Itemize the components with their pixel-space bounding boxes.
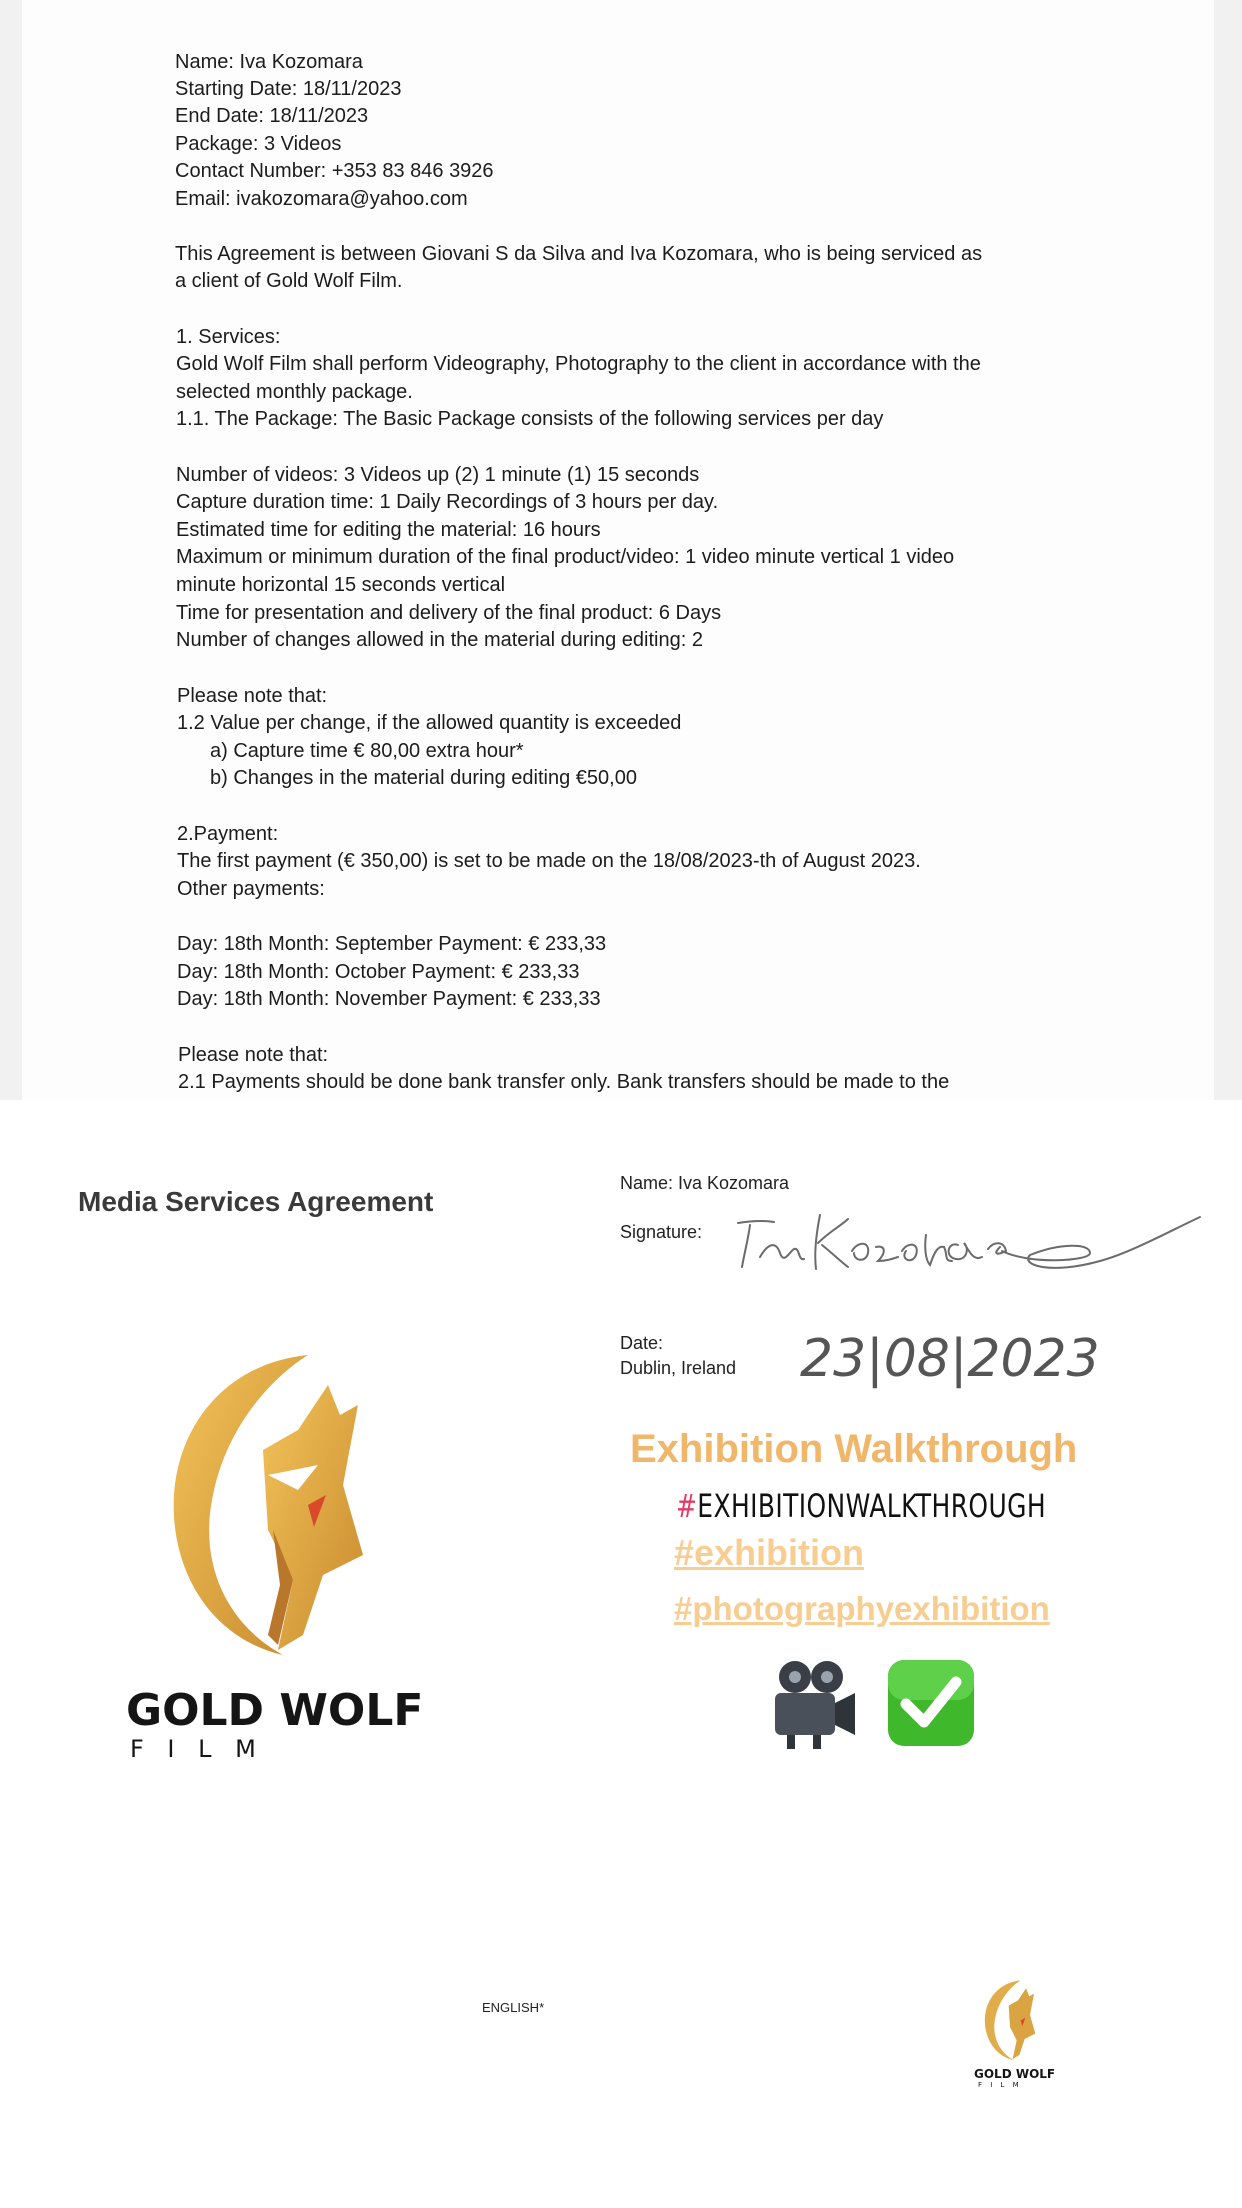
end-date: End Date: 18/11/2023 [175, 105, 369, 127]
hashtag-text: EXHIBITIONWALKTHROUGH [697, 1487, 1047, 1525]
payment-schedule-line: Day: 18th Month: October Payment: € 233,33 [177, 961, 580, 983]
logo-subtitle: F I L M [130, 1735, 264, 1763]
check-mark-button-icon [886, 1658, 976, 1748]
contact-number: Contact Number: +353 83 846 3926 [175, 160, 494, 182]
signature-label: Signature: [620, 1222, 703, 1242]
handwritten-date-text: 23|08|2023 [800, 1329, 1100, 1389]
services-heading: 1. Services: [176, 326, 281, 348]
detail-line: Estimated time for editing the material: 16 hours [176, 519, 601, 541]
wolf-crescent-small-icon [970, 1975, 1050, 2071]
date-label: Date: [620, 1333, 664, 1353]
document-sheet [22, 0, 1214, 1100]
detail-line: minute horizontal 15 seconds vertical [176, 574, 506, 596]
note-item: a) Capture time € 80,00 extra hour* [210, 740, 524, 762]
note-heading: Please note that: [178, 1044, 329, 1066]
date-location: Dublin, Ireland [620, 1358, 737, 1378]
logo-small-wordmark: GOLD WOLF [974, 2067, 1056, 2081]
detail-line: Maximum or minimum duration of the final product/video: 1 video minute vertical 1 video [176, 546, 955, 568]
note-line: 2.1 Payments should be done bank transfer only. Bank transfers should be made to the [178, 1071, 950, 1093]
starting-date: Starting Date: 18/11/2023 [175, 78, 402, 100]
intro-line: This Agreement is between Giovani S da Silva and Iva Kozomara, who is being serviced as [175, 243, 983, 265]
logo-small-subtitle: F I L M [978, 2081, 1022, 2089]
handwritten-date [800, 1320, 1100, 1400]
scanned-document [0, 0, 1242, 1100]
services-body: Gold Wolf Film shall perform Videography, Photography to the client in accordance with the [176, 353, 981, 375]
package-line: 1.1. The Package: The Basic Package consists of the following services per day [176, 408, 884, 430]
payment-schedule-line: Day: 18th Month: September Payment: € 233,33 [177, 933, 607, 955]
story-title: Exhibition Walkthrough [630, 1427, 1078, 1471]
gold-wolf-logo [118, 1345, 424, 1763]
hashtag-exhibitionwalkthrough[interactable] [676, 1487, 1046, 1525]
hashtag-photographyexhibition[interactable]: #photographyexhibition [674, 1590, 1050, 1627]
email: Email: ivakozomara@yahoo.com [175, 188, 468, 210]
note-line: 1.2 Value per change, if the allowed quantity is exceeded [177, 712, 682, 734]
hashtag-exhibition[interactable]: #exhibition [674, 1532, 865, 1573]
detail-line: Time for presentation and delivery of the final product: 6 Days [176, 602, 722, 624]
logo-wordmark: GOLD WOLF [126, 1685, 424, 1736]
package: Package: 3 Videos [175, 133, 342, 155]
payment-schedule-line: Day: 18th Month: November Payment: € 233,33 [177, 988, 601, 1010]
wolf-crescent-icon [118, 1345, 418, 1685]
gold-wolf-logo-small [970, 1975, 1060, 2095]
handwritten-signature [730, 1195, 1210, 1285]
hashtag-symbol: # [676, 1487, 698, 1525]
first-payment: The first payment (€ 350,00) is set to be made on the 18/08/2023-th of August 2023. [177, 850, 921, 872]
detail-line: Number of changes allowed in the material during editing: 2 [176, 629, 703, 651]
agreement-title: Media Services Agreement [78, 1186, 434, 1217]
detail-line: Capture duration time: 1 Daily Recordings of 3 hours per day. [176, 491, 719, 513]
payment-heading: 2.Payment: [177, 823, 279, 845]
note-heading: Please note that: [177, 685, 328, 707]
signatory-name: Name: Iva Kozomara [620, 1173, 790, 1193]
detail-line: Number of videos: 3 Videos up (2) 1 minute (1) 15 seconds [176, 464, 700, 486]
other-payments: Other payments: [177, 878, 325, 900]
note-item: b) Changes in the material during editing €50,00 [210, 767, 637, 789]
services-body: selected monthly package. [176, 381, 413, 403]
intro-line: a client of Gold Wolf Film. [175, 270, 403, 292]
client-name: Name: Iva Kozomara [175, 51, 363, 73]
movie-camera-icon [765, 1655, 861, 1751]
footer-language-label: ENGLISH* [482, 2000, 545, 2015]
